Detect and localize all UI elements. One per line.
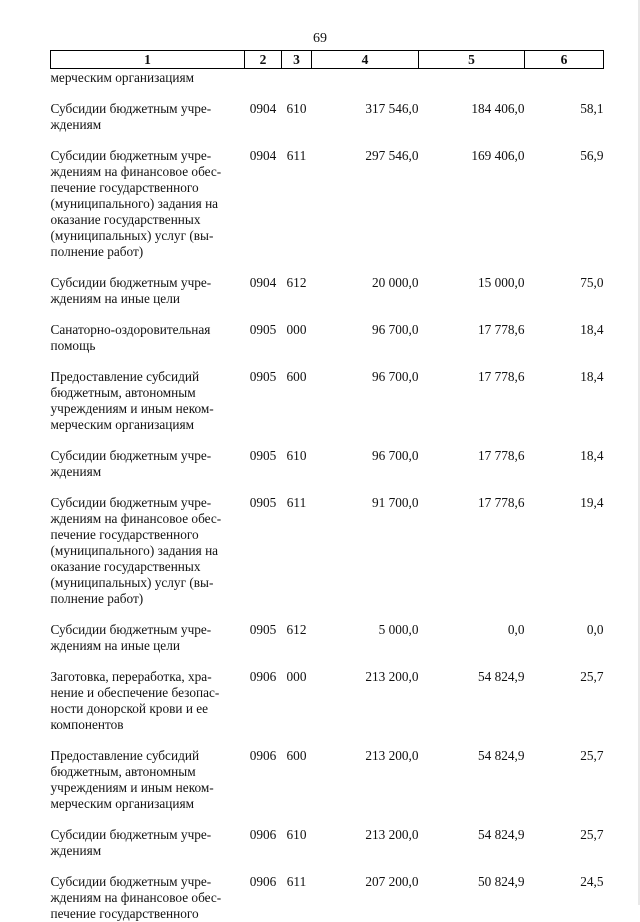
- table-row: [51, 874, 604, 922]
- row-planned-amount: 20 000,0: [371, 275, 419, 290]
- row-planned-amount: 96 700,0: [371, 322, 419, 337]
- row-section-code: 0905: [249, 369, 277, 384]
- table-header-row: [51, 51, 604, 69]
- table-row: [51, 275, 604, 307]
- row-expense-code: 610: [286, 827, 307, 842]
- row-executed-amount: 17 778,6: [477, 495, 525, 510]
- row-expense-code: 611: [286, 495, 307, 510]
- row-planned-amount: 213 200,0: [365, 827, 419, 842]
- spacer-cell: [51, 733, 604, 748]
- row-planned-amount: 91 700,0: [371, 495, 419, 510]
- row-planned-amount: 5 000,0: [378, 622, 419, 637]
- row-expense-code: 000: [286, 322, 307, 337]
- row-executed-amount: 15 000,0: [477, 275, 525, 290]
- row-name: Субсидии бюджетным учре- ждениям на финансовое обес- печение государственного: [50, 874, 222, 921]
- spacer-cell: [51, 133, 604, 148]
- row-spacer: [51, 607, 604, 622]
- row-expense-code: 611: [286, 148, 307, 163]
- table-row: [51, 495, 604, 607]
- row-executed-amount: 17 778,6: [477, 448, 525, 463]
- row-spacer: [51, 133, 604, 148]
- row-executed-amount: 0,0: [507, 622, 525, 637]
- row-percent: 18,4: [580, 369, 604, 384]
- row-name: Субсидии бюджетным учре- ждениям: [50, 448, 212, 479]
- row-executed-amount: 17 778,6: [477, 322, 525, 337]
- row-planned-amount: 207 200,0: [365, 874, 419, 889]
- spacer-cell: [51, 859, 604, 874]
- column-header: 4: [312, 51, 419, 69]
- column-header: 6: [525, 51, 604, 69]
- row-section-code: 0905: [249, 322, 277, 337]
- continuation-text: мерческим организациям: [50, 70, 195, 85]
- column-header: 5: [419, 51, 525, 69]
- spacer-cell: [51, 654, 604, 669]
- row-spacer: [51, 733, 604, 748]
- row-name: Предоставление субсидий бюджетным, автономным учреждениям и иным неком- мерческим организациям: [50, 369, 214, 432]
- row-section-code: 0906: [249, 827, 277, 842]
- row-planned-amount: 96 700,0: [371, 369, 419, 384]
- table-row: [51, 622, 604, 654]
- row-planned-amount: 96 700,0: [371, 448, 419, 463]
- row-spacer: [51, 480, 604, 495]
- row-name: Субсидии бюджетным учре- ждениям: [50, 101, 212, 132]
- row-executed-amount: 54 824,9: [477, 827, 525, 842]
- row-spacer: [51, 433, 604, 448]
- row-percent: 18,4: [580, 448, 604, 463]
- row-percent: 58,1: [580, 101, 604, 116]
- row-executed-amount: 169 406,0: [471, 148, 525, 163]
- row-section-code: 0906: [249, 748, 277, 763]
- row-name: Санаторно-оздоровительная помощь: [50, 322, 211, 353]
- table-row: [51, 827, 604, 859]
- row-name: Субсидии бюджетным учре- ждениям на финансовое обес- печение государственного (муниципального) задания на оказание государственных (муниципальных) услуг (вы- полнение работ): [50, 495, 222, 606]
- row-percent: 25,7: [580, 827, 604, 842]
- spacer-cell: [51, 354, 604, 369]
- row-expense-code: 000: [286, 669, 307, 684]
- table-row: [51, 748, 604, 812]
- row-section-code: 0904: [249, 101, 277, 116]
- row-expense-code: 610: [286, 101, 307, 116]
- row-planned-amount: 213 200,0: [365, 669, 419, 684]
- spacer-cell: [51, 86, 604, 101]
- row-expense-code: 611: [286, 874, 307, 889]
- row-percent: 24,5: [580, 874, 604, 889]
- spacer-cell: [51, 812, 604, 827]
- row-percent: 0,0: [586, 622, 604, 637]
- row-name: Субсидии бюджетным учре- ждениям на иные цели: [50, 622, 212, 653]
- row-percent: 19,4: [580, 495, 604, 510]
- table-row: [51, 148, 604, 260]
- row-name: Заготовка, переработка, хра- нение и обеспечение безопас- ности донорской крови и ее компонентов: [50, 669, 220, 732]
- table-row: [51, 322, 604, 354]
- row-expense-code: 600: [286, 369, 307, 384]
- budget-table: [50, 50, 604, 922]
- row-expense-code: 612: [286, 622, 307, 637]
- spacer-cell: [51, 260, 604, 275]
- row-executed-amount: 54 824,9: [477, 669, 525, 684]
- row-section-code: 0906: [249, 874, 277, 889]
- column-header: 3: [282, 51, 312, 69]
- row-section-code: 0905: [249, 622, 277, 637]
- continuation-row: [51, 69, 604, 87]
- row-spacer: [51, 260, 604, 275]
- row-name: Субсидии бюджетным учре- ждениям: [50, 827, 212, 858]
- table-row: [51, 669, 604, 733]
- row-executed-amount: 50 824,9: [477, 874, 525, 889]
- row-percent: 25,7: [580, 748, 604, 763]
- row-planned-amount: 317 546,0: [365, 101, 419, 116]
- row-percent: 75,0: [580, 275, 604, 290]
- row-section-code: 0904: [249, 275, 277, 290]
- row-planned-amount: 213 200,0: [365, 748, 419, 763]
- spacer-cell: [51, 480, 604, 495]
- row-percent: 25,7: [580, 669, 604, 684]
- row-section-code: 0905: [249, 448, 277, 463]
- row-name: Субсидии бюджетным учре- ждениям на иные цели: [50, 275, 212, 306]
- row-planned-amount: 297 546,0: [365, 148, 419, 163]
- row-spacer: [51, 654, 604, 669]
- row-expense-code: 600: [286, 748, 307, 763]
- row-section-code: 0906: [249, 669, 277, 684]
- row-spacer: [51, 354, 604, 369]
- table-row: [51, 101, 604, 133]
- row-executed-amount: 184 406,0: [471, 101, 525, 116]
- spacer-cell: [51, 307, 604, 322]
- column-header: 1: [51, 51, 245, 69]
- row-section-code: 0905: [249, 495, 277, 510]
- row-spacer: [51, 859, 604, 874]
- row-executed-amount: 54 824,9: [477, 748, 525, 763]
- row-name: Предоставление субсидий бюджетным, автономным учреждениям и иным неком- мерческим организациям: [50, 748, 214, 811]
- row-percent: 18,4: [580, 322, 604, 337]
- row-percent: 56,9: [580, 148, 604, 163]
- row-name: Субсидии бюджетным учре- ждениям на финансовое обес- печение государственного (муниципального) задания на оказание государственных (муниципальных) услуг (вы- полнение работ): [50, 148, 222, 259]
- row-spacer: [51, 812, 604, 827]
- column-header: 2: [245, 51, 282, 69]
- row-section-code: 0904: [249, 148, 277, 163]
- table-row: [51, 369, 604, 433]
- table-row: [51, 448, 604, 480]
- row-executed-amount: 17 778,6: [477, 369, 525, 384]
- row-expense-code: 612: [286, 275, 307, 290]
- spacer-cell: [51, 433, 604, 448]
- row-expense-code: 610: [286, 448, 307, 463]
- row-spacer: [51, 86, 604, 101]
- page-number: 69: [313, 31, 327, 46]
- row-spacer: [51, 307, 604, 322]
- spacer-cell: [51, 607, 604, 622]
